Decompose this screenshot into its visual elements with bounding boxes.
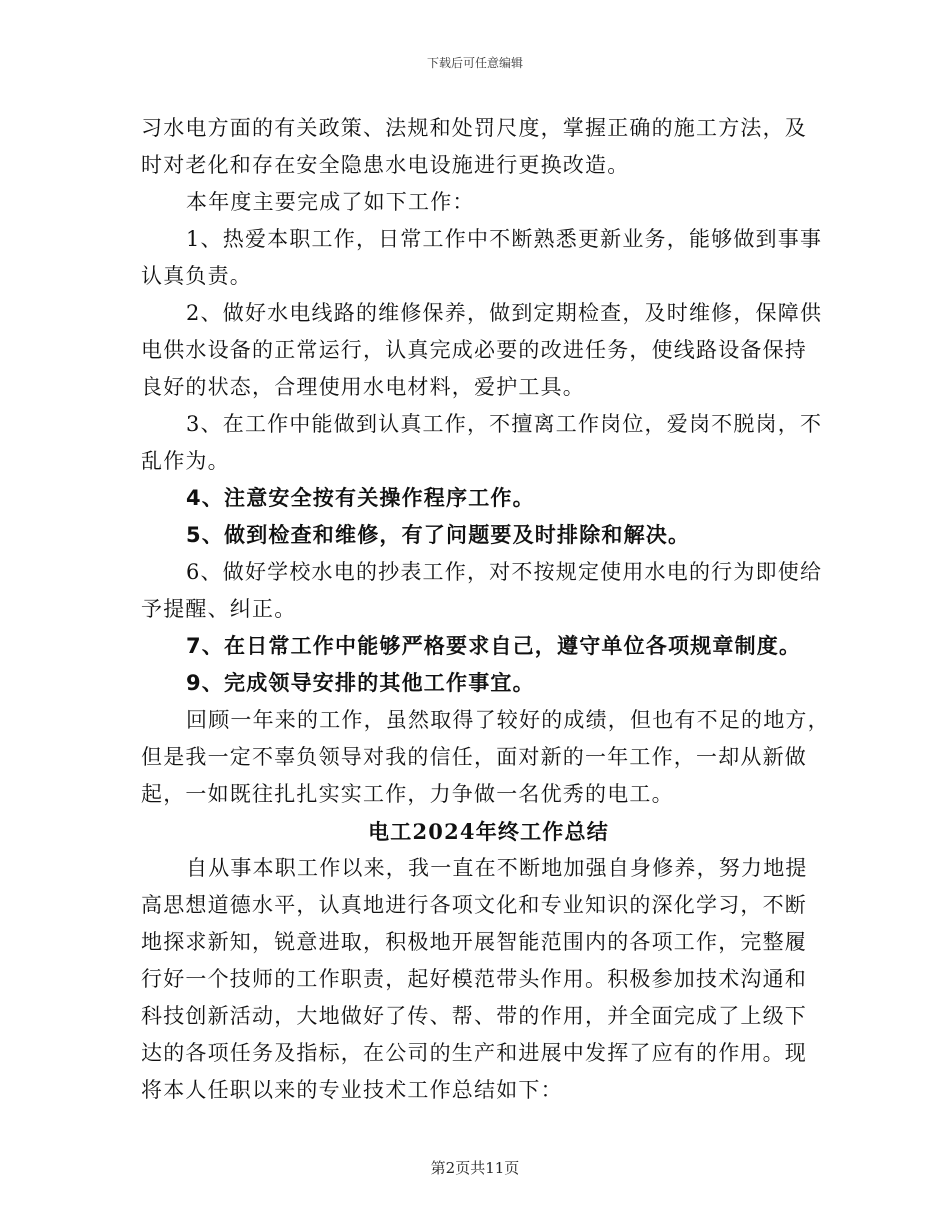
paragraph-line: 回顾一年来的工作，虽然取得了较好的成绩，但也有不足的地方， [186, 708, 830, 732]
paragraph-line: 良好的状态，合理使用水电材料，爱护工具。 [141, 375, 585, 399]
list-item-7: 7、在日常工作中能够严格要求自己，遵守单位各项规章制度。 [186, 634, 802, 658]
paragraph-line: 高思想道德水平，认真地进行各项文化和专业知识的深化学习，不断 [141, 893, 807, 917]
document-body [141, 110, 830, 1109]
header-note: 下载后可任意编辑 [426, 56, 523, 70]
paragraph-line: 本年度主要完成了如下工作： [186, 190, 475, 214]
paragraph-line: 起，一如既往扎扎实实工作，力争做一名优秀的电工。 [141, 782, 674, 806]
page-number: 第2页共11页 [430, 1159, 520, 1177]
paragraph-line: 行好一个技师的工作职责，起好模范带头作用。积极参加技术沟通和 [141, 967, 807, 991]
list-item-4: 4、注意安全按有关操作程序工作。 [186, 486, 535, 510]
paragraph-line: 达的各项任务及指标，在公司的生产和进展中发挥了应有的作用。现 [141, 1041, 807, 1065]
paragraph-line: 科技创新活动，大地做好了传、帮、带的作用，并全面完成了上级下 [141, 1004, 807, 1028]
paragraph-line: 将本人任职以来的专业技术工作总结如下： [141, 1078, 563, 1102]
list-item-6: 6、做好学校水电的抄表工作，对不按规定使用水电的行为即使给 [186, 560, 823, 584]
paragraph-line: 予提醒、纠正。 [141, 597, 297, 621]
paragraph-line: 乱作为。 [141, 449, 230, 473]
section-title: 电工2024年终工作总结 [368, 819, 609, 844]
paragraph-line: 时对老化和存在安全隐患水电设施进行更换改造。 [141, 153, 630, 177]
list-item-5: 5、做到检查和维修，有了问题要及时排除和解决。 [186, 523, 691, 547]
paragraph-line: 地探求新知，锐意进取，积极地开展智能范围内的各项工作，完整履 [141, 930, 807, 954]
paragraph-line: 电供水设备的正常运行，认真完成必要的改进任务，使线路设备保持 [141, 338, 807, 362]
paragraph-line: 但是我一定不辜负领导对我的信任，面对新的一年工作，一却从新做 [141, 745, 807, 769]
list-item-2: 2、做好水电线路的维修保养，做到定期检查，及时维修，保障供 [186, 301, 823, 325]
paragraph-line: 习水电方面的有关政策、法规和处罚尺度，掌握正确的施工方法，及 [141, 116, 807, 140]
list-item-3: 3、在工作中能做到认真工作，不擅离工作岗位，爱岗不脱岗，不 [186, 412, 823, 436]
list-item-9: 9、完成领导安排的其他工作事宜。 [186, 671, 535, 695]
list-item-1: 1、热爱本职工作，日常工作中不断熟悉更新业务，能够做到事事 [186, 227, 823, 251]
paragraph-line: 认真负责。 [141, 264, 252, 288]
paragraph-line: 自从事本职工作以来，我一直在不断地加强自身修养，努力地提 [186, 856, 808, 880]
